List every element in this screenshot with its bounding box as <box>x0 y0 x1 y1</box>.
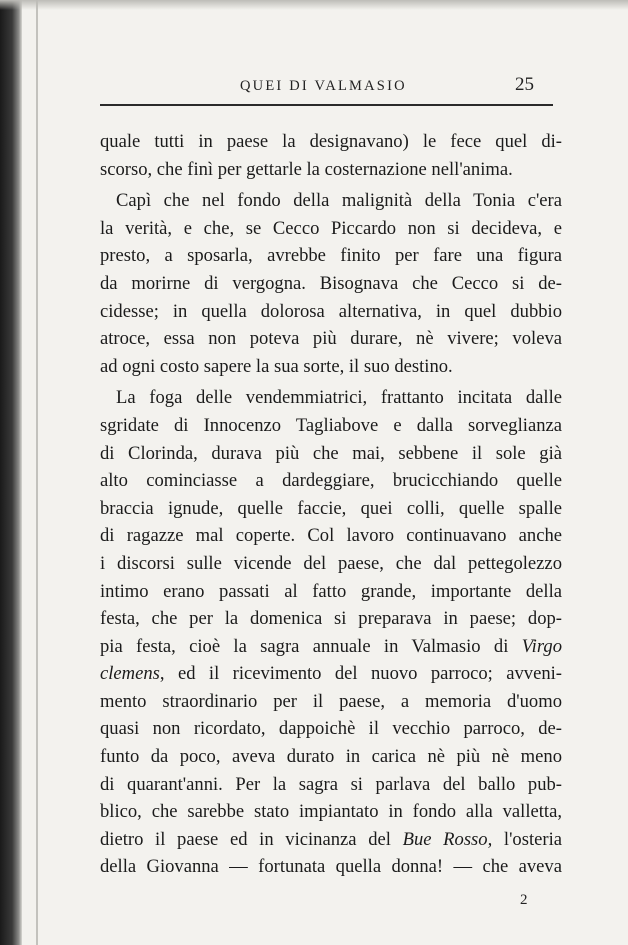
text-line: quale tutti in paese la designavano) le fece quel di- <box>100 131 562 152</box>
text-line: Capì che nel fondo della malignità della Tonia c'era <box>116 190 562 212</box>
italic-latin-phrase: Virgo <box>521 635 562 657</box>
text-segment: l'osteria <box>503 828 562 850</box>
text-line: la verità, e che, se Cecco Piccardo non si decideva, e <box>100 217 562 239</box>
text-segment: dietro il paese ed in vicinanza del <box>100 828 391 850</box>
text-line: presto, a sposarla, avrebbe finito per fare una figura <box>100 245 562 267</box>
binding-crease <box>36 0 38 945</box>
text-line: ad ogni costo sapere la sua sorte, il suo destino. <box>100 355 453 377</box>
text-line: braccia ignude, quelle faccie, quei colli, quelle spalle <box>100 497 562 519</box>
text-line <box>100 633 562 661</box>
text-line: i discorsi sulle vicende del paese, che dal pettegolezzo <box>100 552 562 574</box>
text-line: La foga delle vendemmiatrici, frattanto incitata dalle <box>116 387 562 409</box>
text-line: cidesse; in quella dolorosa alternativa, in quel dubbio <box>100 300 562 322</box>
page-number: 25 <box>515 74 534 95</box>
page-header <box>100 74 560 104</box>
text-line: scorso, che finì per gettarle la costernazione nell'anima. <box>100 158 513 180</box>
text-segment: pia festa, cioè la sagra annuale in Valmasio di <box>100 635 509 657</box>
text-segment: , ed il ricevimento del nuovo parroco; avveni- <box>159 663 562 685</box>
text-line: da morirne di vergogna. Bisognava che Cecco si de- <box>100 272 562 294</box>
text-line: di ragazze mal coperte. Col lavoro continuavano anche <box>100 525 562 547</box>
text-line: blico, che sarebbe stato impiantato in fondo alla valletta, <box>100 801 562 823</box>
text-line: di Clorinda, durava più che mai, sebbene il sole già <box>100 442 562 464</box>
text-line: intimo erano passati al fatto grande, importante della <box>100 580 562 602</box>
text-line: funto da poco, aveva durato in carica nè più nè meno <box>100 746 562 768</box>
signature-mark: 2 <box>520 892 528 908</box>
running-title: QUEI DI VALMASIO <box>240 78 407 94</box>
text-line: sgridate di Innocenzo Tagliabove e dalla sorveglianza <box>100 414 562 436</box>
text-line <box>100 826 562 854</box>
italic-latin-phrase: clemens <box>100 663 160 685</box>
text-line: di quarant'anni. Per la sagra si parlava del ballo pub- <box>100 773 562 795</box>
text-line: festa, che per la domenica si preparava in paese; dop- <box>100 608 562 630</box>
text-line <box>100 660 562 688</box>
text-line: quasi non ricordato, dappoichè il vecchio parroco, de- <box>100 718 562 740</box>
text-line: alto cominciasse a dardeggiare, brucicchiando quelle <box>100 470 562 492</box>
text-line: della Giovanna — fortunata quella donna! — che aveva <box>100 856 562 878</box>
book-binding-edge <box>0 0 22 945</box>
italic-inn-name: Bue Rosso, <box>402 828 493 850</box>
body-text <box>100 128 562 881</box>
text-line: atroce, essa non poteva più durare, nè vivere; voleva <box>100 328 562 350</box>
header-rule <box>100 104 553 106</box>
text-line: mento straordinario per il paese, a memoria d'uomo <box>100 690 562 712</box>
page-top-shadow <box>0 0 628 10</box>
